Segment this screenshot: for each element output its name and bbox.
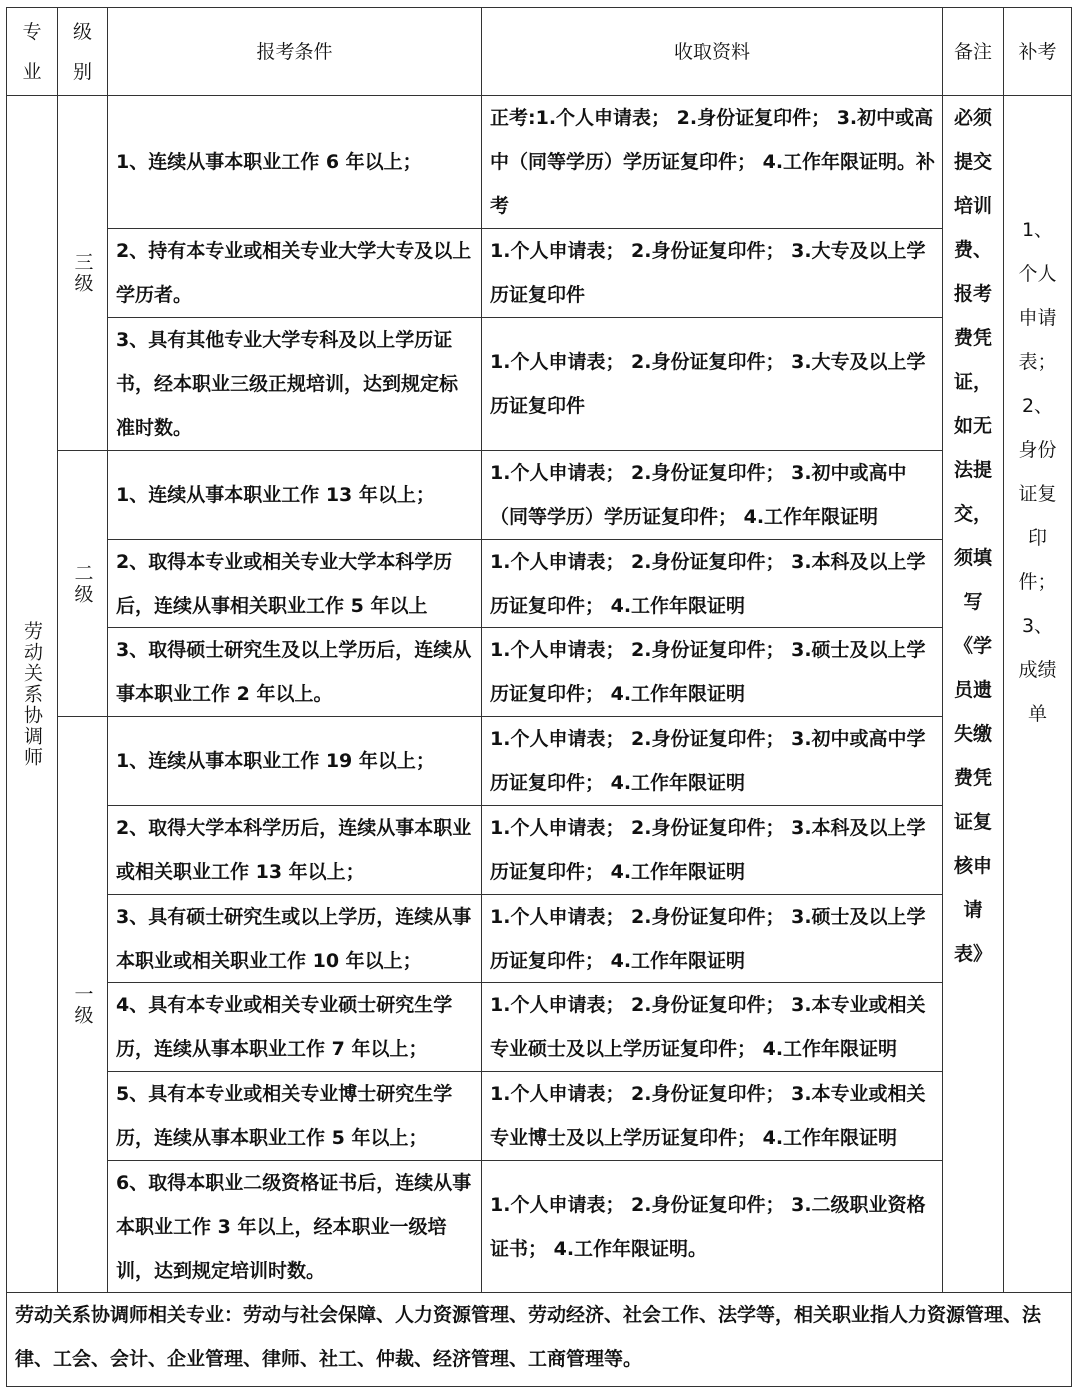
header-remarks-text: 备注 [953,40,992,63]
condition-cell [108,1072,482,1161]
materials-text: 1.个人申请表； 2.身份证复印件； 3.大专及以上学历证复印件 [490,240,926,306]
retake-text: 1、个人申请表；2、身份证复印件；3、成绩单 [1018,219,1057,725]
materials-text: 1.个人申请表； 2.身份证复印件； 3.本专业或相关专业博士及以上学历证复印件； 4.工作年限证明 [490,1083,926,1149]
condition-cell [108,96,482,229]
header-level-text: 级别 [72,20,92,83]
footer-note-cell [7,1293,1071,1386]
condition-cell [108,717,482,806]
condition-text: 1、连续从事本职业工作 19 年以上； [116,750,435,772]
condition-text: 3、具有硕士研究生或以上学历，连续从事本职业或相关职业工作 10 年以上； [116,905,472,972]
materials-text: 1.个人申请表； 2.身份证复印件； 3.本专业或相关专业硕士及以上学历证复印件； 4.工作年限证明 [490,994,926,1060]
level-2-label: 二级 [71,562,94,605]
level-2-cell [58,451,108,717]
condition-text: 4、具有本专业或相关专业硕士研究生学历，连续从事本职业工作 7 年以上； [116,994,453,1060]
materials-cell [482,318,943,451]
materials-cell [482,1161,943,1293]
remarks-text: 必须提交培训费、报考费凭证，如无法提交，须填写《学员遗失缴费凭证复核申请表》 [953,107,992,965]
header-conditions [108,8,482,96]
materials-cell [482,717,943,806]
header-level [58,8,108,96]
materials-text: 1.个人申请表； 2.身份证复印件； 3.初中或高中（同等学历）学历证复印件； 4.工作年限证明 [490,462,907,528]
materials-cell [482,628,943,717]
level-1-label: 一级 [71,983,94,1026]
level-1-cell [58,717,108,1293]
materials-text: 1.个人申请表； 2.身份证复印件； 3.初中或高中学历证复印件； 4.工作年限证明 [490,728,926,794]
condition-text: 2、持有本专业或相关专业大学大专及以上学历者。 [116,240,472,306]
materials-text: 1.个人申请表； 2.身份证复印件； 3.本科及以上学历证复印件； 4.工作年限证明 [490,817,926,883]
condition-text: 3、具有其他专业大学专科及以上学历证书，经本职业三级正规培训，达到规定标准时数。 [116,329,459,439]
condition-cell [108,1161,482,1293]
qualification-table [6,7,1072,1387]
condition-text: 3、取得硕士研究生及以上学历后，连续从事本职业工作 2 年以上。 [116,639,472,705]
footer-note: 劳动关系协调师相关专业：劳动与社会保障、人力资源管理、劳动经济、社会工作、法学等，相关职业指人力资源管理、法律、工会、会计、企业管理、律师、社工、仲裁、经济管理、工商管理等。 [15,1304,1042,1370]
condition-text: 6、取得本职业二级资格证书后，连续从事本职业工作 3 年以上，经本职业一级培训，达到规定培训时数。 [116,1171,472,1282]
condition-text: 1、连续从事本职业工作 6 年以上； [116,151,422,173]
remarks-cell [943,96,1004,1293]
condition-cell [108,806,482,895]
materials-cell [482,96,943,229]
materials-cell [482,451,943,540]
level-3-cell [58,96,108,451]
header-major [7,8,58,96]
condition-text: 2、取得本专业或相关专业大学本科学历后，连续从事相关职业工作 5 年以上 [116,550,453,617]
condition-cell [108,628,482,717]
materials-text: 1.个人申请表； 2.身份证复印件； 3.二级职业资格证书； 4.工作年限证明。 [490,1193,926,1260]
header-materials-text: 收取资料 [673,40,750,63]
materials-text: 1.个人申请表； 2.身份证复印件； 3.大专及以上学历证复印件 [490,351,926,417]
major-cell [7,96,58,1293]
header-remarks [943,8,1004,96]
condition-cell [108,229,482,318]
header-major-text: 专业 [22,20,42,83]
materials-text: 正考:1.个人申请表； 2.身份证复印件； 3.初中或高中（同等学历）学历证复印件； 4.工作年限证明。补考 [490,107,936,217]
materials-text: 1.个人申请表； 2.身份证复印件； 3.本科及以上学历证复印件； 4.工作年限证明 [490,550,926,617]
materials-cell [482,1072,943,1161]
level-3-label: 三级 [71,252,94,294]
header-conditions-text: 报考条件 [256,40,333,63]
header-materials [482,8,943,96]
condition-cell [108,318,482,451]
condition-text: 2、取得大学本科学历后，连续从事本职业或相关职业工作 13 年以上； [116,817,472,883]
header-retake-text: 补考 [1018,40,1057,63]
condition-cell [108,540,482,628]
major-name: 劳动关系协调师 [21,620,43,768]
materials-cell [482,983,943,1072]
condition-cell [108,451,482,540]
condition-cell [108,983,482,1072]
header-retake [1004,8,1071,96]
materials-cell [482,806,943,895]
materials-text: 1.个人申请表； 2.身份证复印件； 3.硕士及以上学历证复印件； 4.工作年限证明 [490,639,926,705]
condition-text: 1、连续从事本职业工作 13 年以上； [116,484,435,506]
materials-cell [482,895,943,983]
condition-cell [108,895,482,983]
materials-text: 1.个人申请表； 2.身份证复印件； 3.硕士及以上学历证复印件； 4.工作年限证明 [490,905,926,972]
materials-cell [482,540,943,628]
condition-text: 5、具有本专业或相关专业博士研究生学历，连续从事本职业工作 5 年以上； [116,1083,453,1149]
materials-cell [482,229,943,318]
retake-cell [1004,96,1071,1293]
